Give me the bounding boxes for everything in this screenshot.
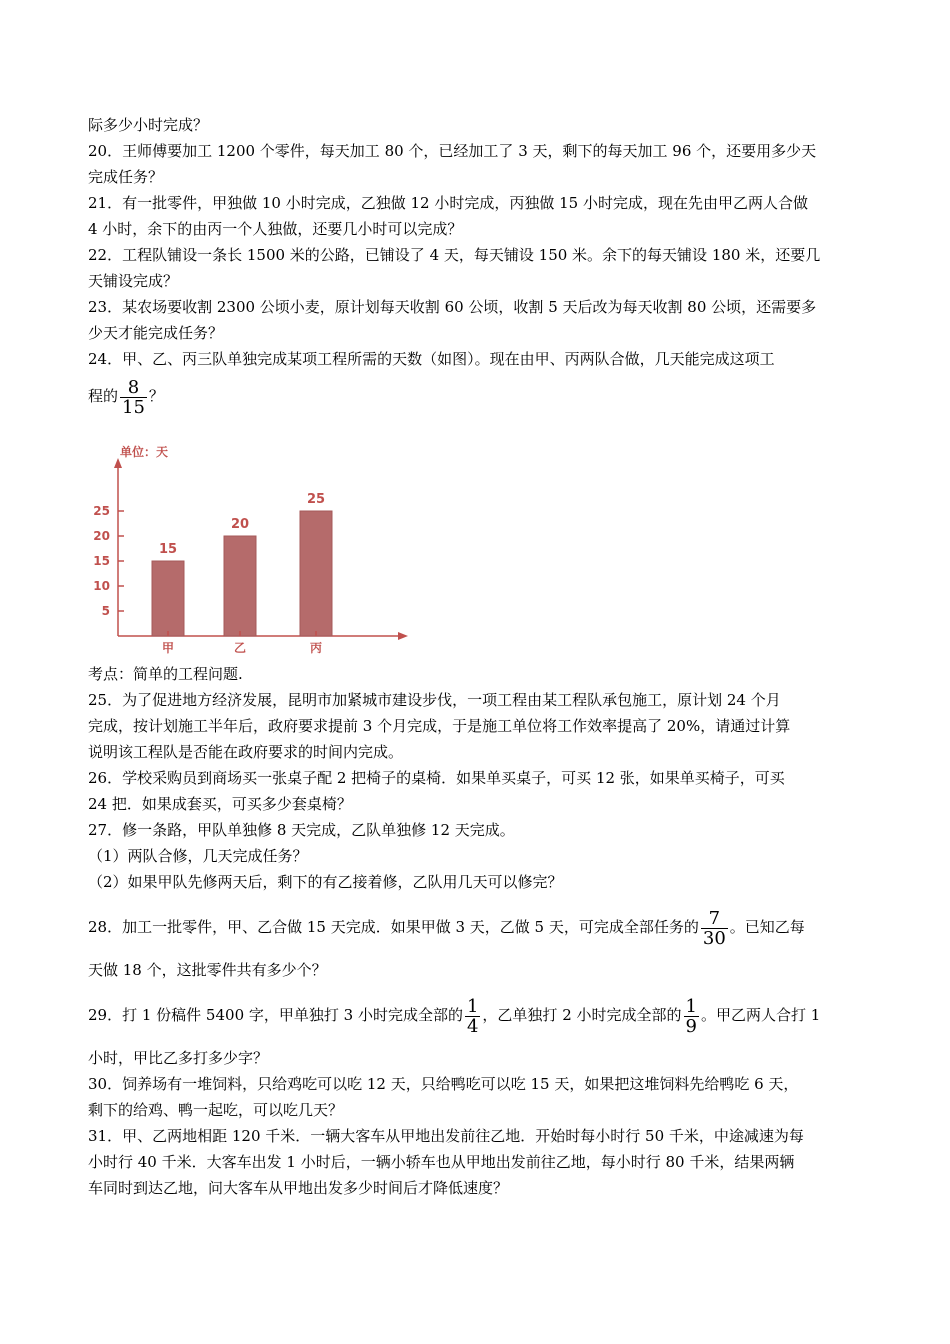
- bar-value-label: 20: [230, 517, 250, 532]
- text-span: 程的: [88, 387, 119, 405]
- y-tick-label: 15: [93, 554, 110, 568]
- question-27-part-2: （2）如果甲队先修两天后，剩下的有乙接着修，乙队用几天可以修完？: [88, 873, 563, 891]
- question-31-cont: 小时行 40 千米．大客车出发 1 小时后，一辆小轿车也从甲地出发前往乙地，每小时行 80 千米，结果两辆: [88, 1153, 795, 1171]
- question-20-cont: 完成任务？: [88, 168, 164, 186]
- fraction-numerator: 1: [685, 995, 697, 1017]
- question-27: 27．修一条路，甲队单独修 8 天完成，乙队单独修 12 天完成。: [88, 821, 515, 839]
- fraction-1-9: [684, 997, 699, 1036]
- y-tick-label: 5: [101, 604, 110, 618]
- question-28: [88, 899, 864, 955]
- question-25: 25．为了促进地方经济发展，昆明市加紧城市建设步伐，一项工程由某工程队承包施工，原计划 24 个月: [88, 691, 781, 709]
- fraction-8-15: [120, 378, 147, 417]
- fraction-denominator: 9: [685, 1015, 697, 1037]
- question-31: 31．甲、乙两地相距 120 千米．一辆大客车从甲地出发前往乙地．开始时每小时行 50 千米，中途减速为每: [88, 1127, 804, 1145]
- question-24: 24．甲、乙、丙三队单独完成某项工程所需的天数（如图）。现在由甲、丙两队合做，几天能完成这项工: [88, 350, 775, 368]
- bar: [300, 511, 332, 636]
- question-25-cont: 完成，按计划施工半年后，政府要求提前 3 个月完成，于是施工单位将工作效率提高了 20%，请通过计算: [88, 717, 791, 735]
- kaodian-note: 考点：简单的工程问题.: [88, 665, 243, 683]
- fraction-1-4: [465, 997, 480, 1036]
- y-axis-arrow: [114, 458, 122, 468]
- x-tick-label: 乙: [233, 641, 247, 655]
- bar-chart-svg: [88, 432, 418, 655]
- question-30-cont: 剩下的给鸡、鸭一起吃，可以吃几天？: [88, 1101, 344, 1119]
- question-23: 23．某农场要收割 2300 公顷小麦，原计划每天收割 60 公顷，收割 5 天后改为每天收割 80 公顷，还需要多: [88, 298, 817, 316]
- x-tick-label: 甲: [161, 641, 175, 655]
- question-24-cont: [88, 374, 864, 418]
- fraction-denominator: 30: [702, 927, 726, 949]
- y-tick-label: 10: [93, 579, 110, 593]
- x-axis-arrow: [398, 632, 408, 640]
- question-21: 21．有一批零件，甲独做 10 小时完成，乙独做 12 小时完成，丙独做 15 小时完成，现在先由甲乙两人合做: [88, 194, 808, 212]
- bar-value-label: 25: [306, 492, 326, 507]
- question-23-cont: 少天才能完成任务？: [88, 324, 224, 342]
- text-span: 29．打 1 份稿件 5400 字，甲单独打 3 小时完成全部的: [88, 1006, 463, 1024]
- text-span: 。甲乙两人合打 1: [700, 1006, 821, 1024]
- chart-marks: [93, 492, 332, 655]
- y-tick-label: 20: [93, 529, 110, 543]
- text-span: ，乙单独打 2 小时完成全部的: [482, 1006, 682, 1024]
- chart-title: 单位：天: [120, 445, 169, 459]
- question-20: 20．王师傅要加工 1200 个零件，每天加工 80 个，已经加工了 3 天，剩下的每天加工 96 个，还要用多少天: [88, 142, 817, 160]
- question-21-cont: 4 小时，余下的由丙一个人独做，还要几小时可以完成？: [88, 220, 463, 238]
- fraction-denominator: 4: [466, 1015, 479, 1037]
- question-28-cont: 天做 18 个，这批零件共有多少个？: [88, 961, 327, 979]
- question-29: [88, 987, 864, 1043]
- y-tick-label: 25: [93, 504, 110, 518]
- question-22: 22．工程队铺设一条长 1500 米的公路，已铺设了 4 天，每天铺设 150 米。余下的每天铺设 180 米，还要几: [88, 246, 821, 264]
- bar: [224, 536, 256, 636]
- question-25-cont: 说明该工程队是否能在政府要求的时间内完成。: [88, 743, 404, 761]
- bar-value-label: 15: [158, 542, 178, 557]
- fraction-7-30: [701, 909, 728, 948]
- bar-chart: [88, 432, 418, 655]
- bar: [152, 561, 184, 636]
- question-26: 26．学校采购员到商场买一张桌子配 2 把椅子的桌椅．如果单买桌子，可买 12 张，如果单买椅子，可买: [88, 769, 785, 787]
- text-span: 。已知乙每: [729, 918, 805, 936]
- document-page: [88, 112, 864, 1201]
- question-30: 30．饲养场有一堆饲料，只给鸡吃可以吃 12 天，只给鸭吃可以吃 15 天，如果把这堆饲料先给鸭吃 6 天，: [88, 1075, 799, 1093]
- question-31-cont: 车同时到达乙地，问大客车从甲地出发多少时间后才降低速度？: [88, 1179, 509, 1197]
- fraction-denominator: 15: [122, 396, 145, 418]
- text-span: ？: [148, 387, 164, 405]
- fraction-numerator: 1: [466, 995, 479, 1017]
- text-span: 28．加工一批零件，甲、乙合做 15 天完成．如果甲做 3 天，乙做 5 天，可完成全部任务的: [88, 918, 699, 936]
- question-26-cont: 24 把．如果成套买，可买多少套桌椅？: [88, 795, 352, 813]
- question-29-cont: 小时，甲比乙多打多少字？: [88, 1049, 269, 1067]
- fraction-numerator: 7: [701, 909, 728, 929]
- question-27-part-1: （1）两队合修，几天完成任务？: [88, 847, 308, 865]
- text-line: 际多少小时完成？: [88, 116, 209, 134]
- fraction-numerator: 8: [120, 378, 147, 398]
- x-tick-label: 丙: [309, 641, 323, 655]
- question-22-cont: 天铺设完成？: [88, 272, 179, 290]
